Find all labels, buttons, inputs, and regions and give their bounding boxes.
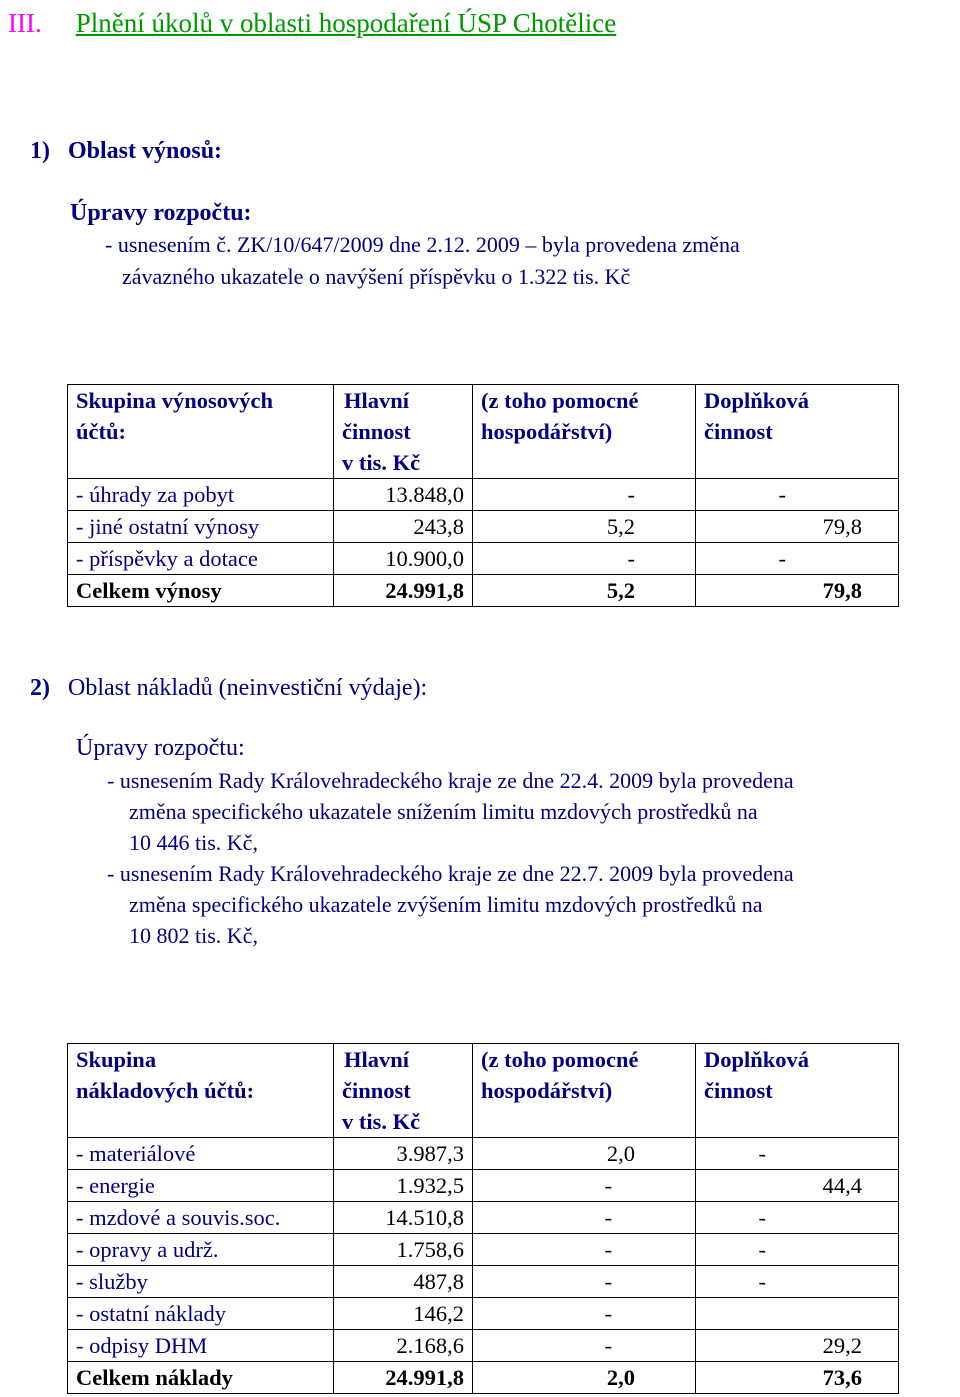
- row-extra-value: -: [696, 1138, 899, 1170]
- costs-table: [67, 1043, 899, 1394]
- total-main-value: 24.991,8: [334, 575, 473, 607]
- total-label: Celkem náklady: [68, 1362, 334, 1394]
- table-row: [68, 543, 899, 575]
- row-main-value: 1.932,5: [334, 1170, 473, 1202]
- row-extra-value: -: [696, 1202, 899, 1234]
- section2-line: změna specifického ukazatele zvýšením limitu mzdových prostředků na: [129, 892, 763, 917]
- row-label: - služby: [68, 1266, 334, 1298]
- table-row: [68, 1202, 899, 1234]
- header-line: činnost: [704, 419, 773, 444]
- header-line: Skupina výnosových: [76, 388, 273, 413]
- row-main-value: 13.848,0: [334, 479, 473, 511]
- row-aux-value: -: [473, 1330, 696, 1362]
- page-heading: [8, 6, 616, 40]
- header-line: hospodářství): [481, 1078, 613, 1103]
- header-cell-group: [68, 1044, 334, 1138]
- header-line: hospodářství): [481, 419, 613, 444]
- header-line: činnost: [704, 1078, 773, 1103]
- header-line: Doplňková: [704, 1047, 810, 1072]
- table-row: [68, 1234, 899, 1266]
- section1-title-text: Oblast výnosů:: [68, 138, 223, 164]
- section2-line: 10 802 tis. Kč,: [129, 923, 258, 948]
- header-line: v tis. Kč: [342, 450, 421, 475]
- header-line: Skupina: [76, 1047, 157, 1072]
- row-aux-value: -: [473, 1266, 696, 1298]
- row-label: - materiálové: [68, 1138, 334, 1170]
- header-cell-main: [334, 385, 473, 479]
- header-cell-aux: [473, 385, 696, 479]
- row-aux-value: 5,2: [473, 511, 696, 543]
- row-label: - ostatní náklady: [68, 1298, 334, 1330]
- row-main-value: 14.510,8: [334, 1202, 473, 1234]
- header-cell-extra: [696, 1044, 899, 1138]
- row-main-value: 2.168,6: [334, 1330, 473, 1362]
- row-extra-value: [696, 1298, 899, 1330]
- row-label: - jiné ostatní výnosy: [68, 511, 334, 543]
- total-aux-value: 5,2: [473, 575, 696, 607]
- row-label: - energie: [68, 1170, 334, 1202]
- section1-line: - usnesením č. ZK/10/647/2009 dne 2.12. 2009 – byla provedena změna: [105, 232, 740, 257]
- header-line: (z toho pomocné: [481, 1047, 639, 1072]
- section2-number: 2): [30, 675, 50, 701]
- row-label: - příspěvky a dotace: [68, 543, 334, 575]
- row-aux-value: -: [473, 479, 696, 511]
- section1-title: [30, 138, 222, 165]
- revenue-table: [67, 384, 899, 607]
- row-aux-value: -: [473, 543, 696, 575]
- header-cell-aux: [473, 1044, 696, 1138]
- page-title: Plnění úkolů v oblasti hospodaření ÚSP Chotělice: [75, 8, 617, 38]
- table-row: [68, 1330, 899, 1362]
- header-line: účtů:: [76, 419, 126, 444]
- header-line: Hlavní: [344, 1047, 410, 1072]
- row-aux-value: -: [473, 1170, 696, 1202]
- section2-title-text: Oblast nákladů (neinvestiční výdaje):: [68, 675, 428, 701]
- row-extra-value: -: [696, 1266, 899, 1298]
- row-label: - opravy a udrž.: [68, 1234, 334, 1266]
- section1-subtitle: Úpravy rozpočtu:: [70, 200, 252, 226]
- header-line: Doplňková: [704, 388, 810, 413]
- row-label: - odpisy DHM: [68, 1330, 334, 1362]
- row-extra-value: -: [696, 1234, 899, 1266]
- table-total-row: [68, 575, 899, 607]
- section2-subtitle: Úpravy rozpočtu:: [76, 735, 245, 761]
- table-header-row: [68, 1044, 899, 1138]
- row-label: - mzdové a souvis.soc.: [68, 1202, 334, 1234]
- section2-line: změna specifického ukazatele snížením limitu mzdových prostředků na: [129, 799, 758, 824]
- header-line: činnost: [342, 1078, 411, 1103]
- row-extra-value: -: [696, 543, 899, 575]
- row-aux-value: -: [473, 1202, 696, 1234]
- section2-line: 10 446 tis. Kč,: [129, 830, 258, 855]
- row-aux-value: -: [473, 1298, 696, 1330]
- table-row: [68, 1298, 899, 1330]
- header-cell-extra: [696, 385, 899, 479]
- section1-number: 1): [30, 138, 50, 164]
- row-label: - úhrady za pobyt: [68, 479, 334, 511]
- table-total-row: [68, 1362, 899, 1394]
- total-label: Celkem výnosy: [68, 575, 334, 607]
- section2-line: - usnesením Rady Královehradeckého kraje ze dne 22.7. 2009 byla provedena: [107, 861, 794, 886]
- table-header-row: [68, 385, 899, 479]
- row-extra-value: -: [696, 479, 899, 511]
- total-extra-value: 73,6: [696, 1362, 899, 1394]
- section2-line: - usnesením Rady Královehradeckého kraje ze dne 22.4. 2009 byla provedena: [107, 768, 794, 793]
- table-row: [68, 1170, 899, 1202]
- total-main-value: 24.991,8: [334, 1362, 473, 1394]
- header-cell-group: [68, 385, 334, 479]
- table-row: [68, 1138, 899, 1170]
- row-extra-value: 79,8: [696, 511, 899, 543]
- row-extra-value: 29,2: [696, 1330, 899, 1362]
- row-aux-value: 2,0: [473, 1138, 696, 1170]
- row-main-value: 243,8: [334, 511, 473, 543]
- header-line: (z toho pomocné: [481, 388, 639, 413]
- row-aux-value: -: [473, 1234, 696, 1266]
- section2-title: [30, 675, 427, 702]
- table-row: [68, 1266, 899, 1298]
- row-extra-value: 44,4: [696, 1170, 899, 1202]
- header-cell-main: [334, 1044, 473, 1138]
- header-line: činnost: [342, 419, 411, 444]
- header-line: nákladových účtů:: [76, 1078, 255, 1103]
- section1-line: závazného ukazatele o navýšení příspěvku o 1.322 tis. Kč: [122, 264, 631, 289]
- total-aux-value: 2,0: [473, 1362, 696, 1394]
- table-row: [68, 479, 899, 511]
- row-main-value: 1.758,6: [334, 1234, 473, 1266]
- total-extra-value: 79,8: [696, 575, 899, 607]
- heading-number: III.: [8, 8, 42, 38]
- table-row: [68, 511, 899, 543]
- row-main-value: 146,2: [334, 1298, 473, 1330]
- row-main-value: 3.987,3: [334, 1138, 473, 1170]
- row-main-value: 10.900,0: [334, 543, 473, 575]
- row-main-value: 487,8: [334, 1266, 473, 1298]
- header-line: Hlavní: [344, 388, 410, 413]
- header-line: v tis. Kč: [342, 1109, 421, 1134]
